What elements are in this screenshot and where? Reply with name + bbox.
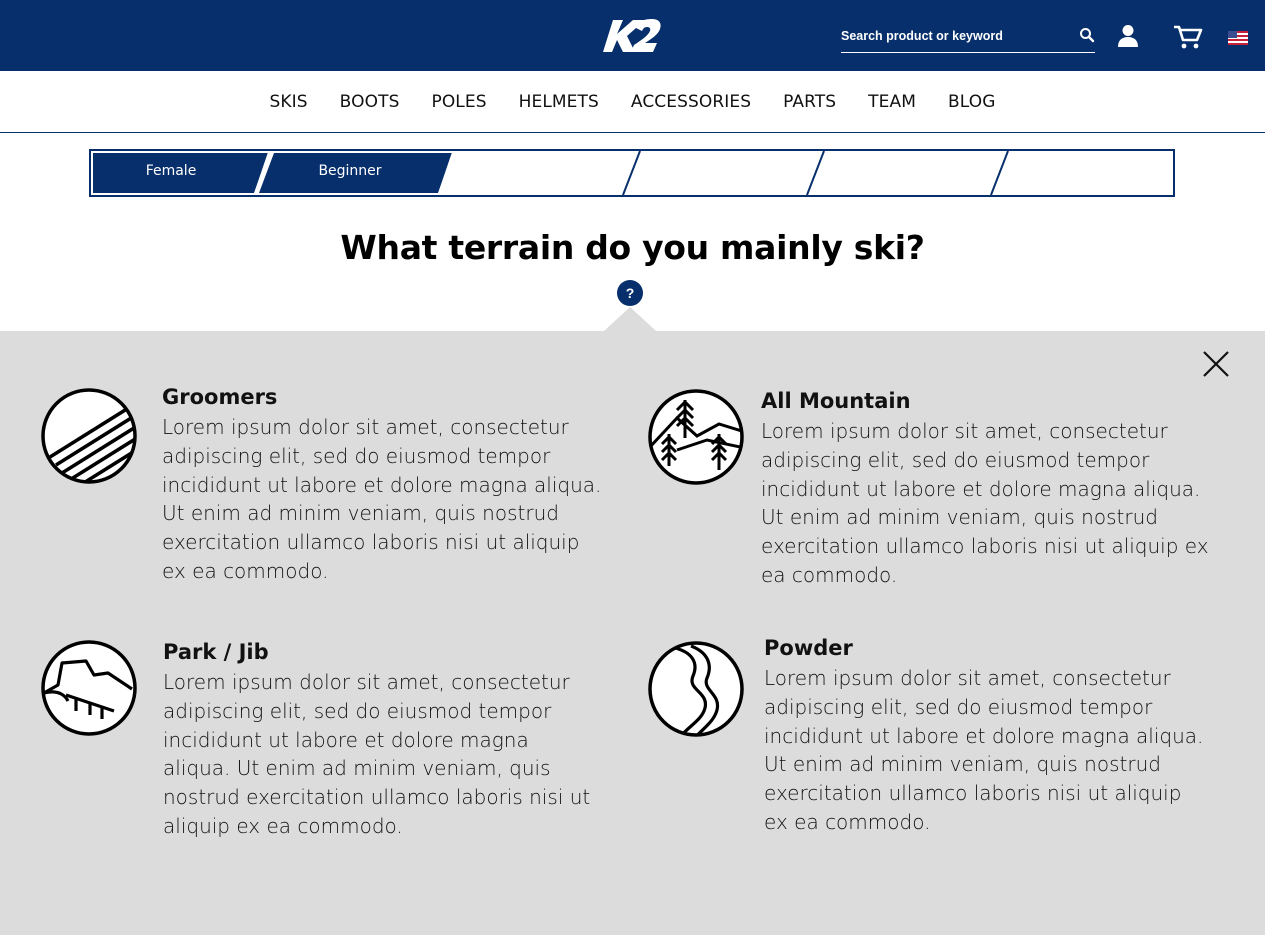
nav-item-accessories[interactable]: ACCESSORIES bbox=[630, 92, 752, 112]
search-bar bbox=[841, 22, 1095, 53]
progress-steps-graphic bbox=[91, 151, 1173, 195]
main-nav bbox=[0, 71, 1265, 133]
nav-item-helmets[interactable]: HELMETS bbox=[518, 92, 599, 112]
us-flag-icon[interactable] bbox=[1228, 31, 1248, 45]
terrain-park-jib-title: Park / Jib bbox=[163, 640, 269, 664]
step-2-label[interactable]: Beginner bbox=[318, 163, 382, 179]
nav-item-boots[interactable]: BOOTS bbox=[339, 92, 400, 112]
nav-item-parts[interactable]: PARTS bbox=[783, 92, 837, 112]
nav-item-blog[interactable]: BLOG bbox=[948, 92, 996, 112]
close-icon[interactable] bbox=[1202, 350, 1230, 378]
step-1-label[interactable]: Female bbox=[145, 163, 197, 179]
powder-icon bbox=[647, 640, 745, 738]
terrain-groomers-description: Lorem ipsum dolor sit amet, consectetur adipiscing elit, sed do eiusmod tempor incididunt ut labore et dolore magna aliqua. Ut enim ad minim veniam, quis nostrud exercitation ullamco laboris nisi ut aliquip ex ea commodo. bbox=[162, 415, 602, 583]
question-title: What terrain do you mainly ski? bbox=[340, 228, 925, 267]
park-jib-icon bbox=[40, 639, 138, 737]
terrain-powder-description: Lorem ipsum dolor sit amet, consectetur adipiscing elit, sed do eiusmod tempor incididunt ut labore et dolore magna aliqua. Ut enim ad minim veniam, quis nostrud exercitation ullamco laboris nisi ut aliquip ex ea commodo. bbox=[764, 666, 1204, 834]
terrain-park-jib-description: Lorem ipsum dolor sit amet, consectetur adipiscing elit, sed do eiusmod tempor incididunt ut labore et dolore magna aliqua. Ut enim ad minim veniam, quis nostrud exercitation ullamco laboris nisi ut aliquip ex ea commodo. bbox=[163, 670, 591, 838]
nav-item-poles[interactable]: POLES bbox=[431, 92, 487, 112]
nav-item-team[interactable]: TEAM bbox=[868, 92, 916, 112]
terrain-all-mountain-title: All Mountain bbox=[761, 389, 911, 413]
all-mountain-icon bbox=[647, 388, 745, 486]
search-icon[interactable] bbox=[1079, 27, 1095, 43]
search-input[interactable] bbox=[841, 25, 1071, 47]
progress-steps bbox=[89, 149, 1175, 197]
k2-logo[interactable] bbox=[603, 18, 661, 54]
terrain-groomers-title: Groomers bbox=[162, 385, 278, 409]
nav-item-skis[interactable]: SKIS bbox=[269, 92, 308, 112]
account-icon[interactable] bbox=[1117, 24, 1139, 48]
terrain-powder-title: Powder bbox=[764, 636, 853, 660]
help-button[interactable]: ? bbox=[617, 280, 643, 306]
cart-icon[interactable] bbox=[1173, 24, 1203, 50]
terrain-all-mountain-description: Lorem ipsum dolor sit amet, consectetur adipiscing elit, sed do eiusmod tempor incididunt ut labore et dolore magna aliqua. Ut enim ad minim veniam, quis nostrud exercitation ullamco laboris nisi ut aliquip ex ea commodo. bbox=[761, 419, 1209, 587]
groomers-icon bbox=[40, 387, 138, 485]
panel-pointer bbox=[604, 307, 656, 331]
top-header bbox=[0, 0, 1265, 71]
